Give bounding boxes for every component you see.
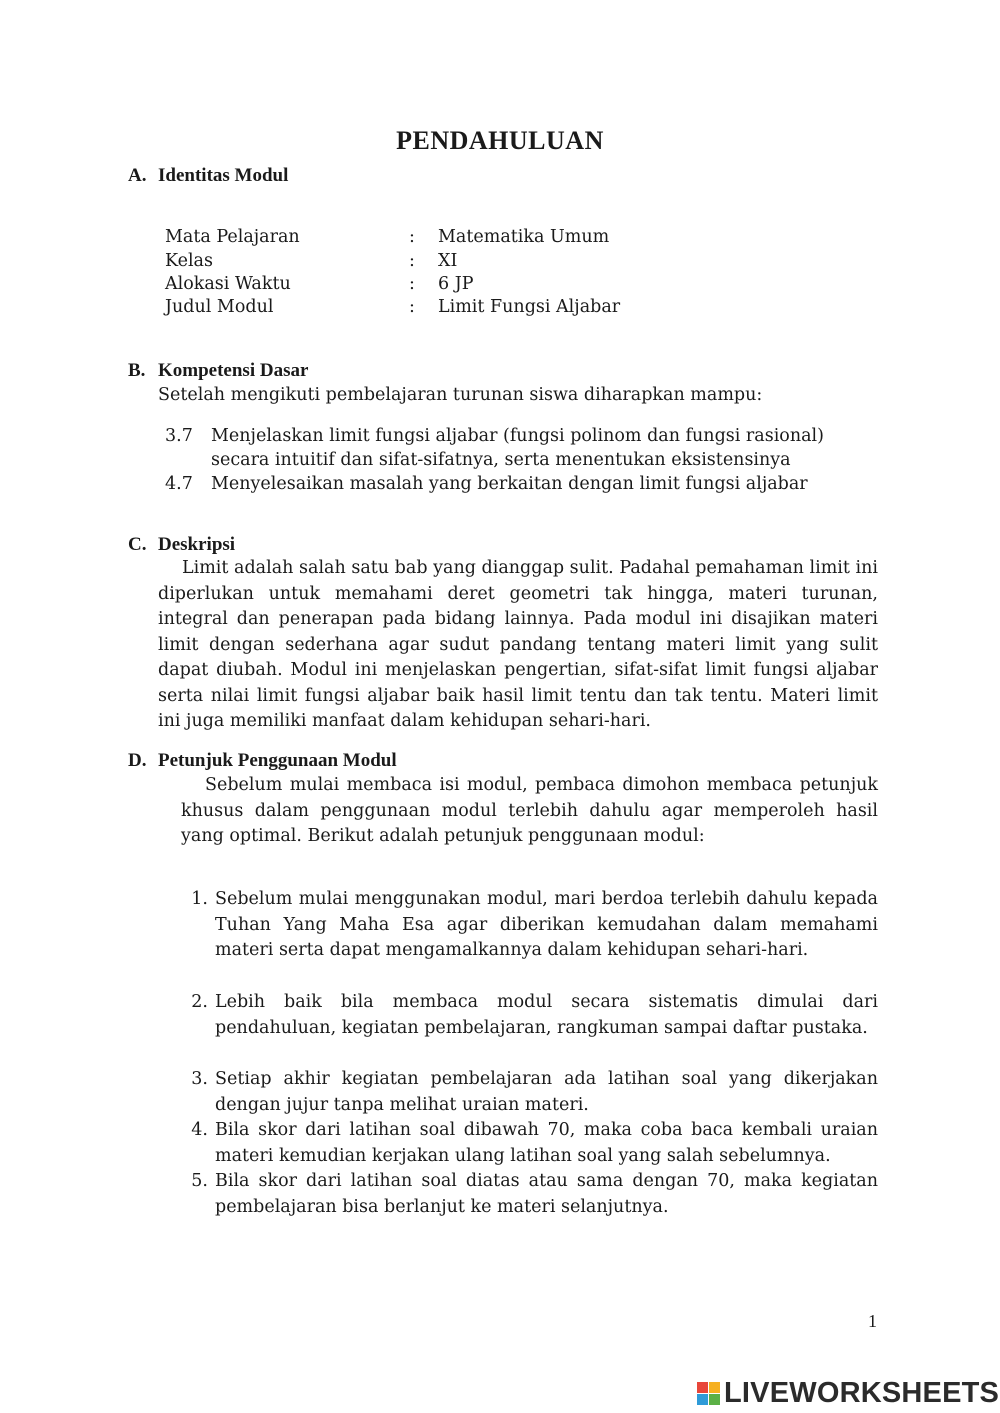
page-title: PENDAHULUAN	[396, 126, 604, 155]
list-item-number: 1.	[191, 889, 208, 909]
section-a-title: Identitas Modul	[158, 165, 289, 186]
identity-value: Matematika Umum	[438, 227, 610, 247]
liveworksheets-logo	[697, 1376, 999, 1410]
list-item-text: Setiap akhir kegiatan pembelajaran ada latihan soal yang dikerjakan dengan jujur tanpa melihat uraian materi.	[215, 1069, 878, 1115]
section-b-letter: B.	[128, 360, 146, 381]
logo-mark-cell-s2	[709, 1394, 720, 1405]
liveworksheets-logo-icon	[697, 1382, 720, 1405]
list-item-number: 4.	[191, 1120, 208, 1140]
list-item-text: Bila skor dari latihan soal dibawah 70, maka coba baca kembali uraian materi kemudian kerjakan ulang latihan soal yang salah sebelumnya.	[215, 1120, 878, 1166]
identity-value: Limit Fungsi Aljabar	[438, 297, 621, 317]
competency-item	[165, 424, 885, 474]
page-number: 1	[868, 1311, 877, 1331]
section-a-heading	[128, 165, 288, 187]
section-d-title: Petunjuk Penggunaan Modul	[158, 750, 397, 771]
identity-label: Mata Pelajaran	[165, 227, 300, 247]
logo-mark-cell-w	[709, 1382, 720, 1393]
list-item-number: 3.	[191, 1069, 208, 1089]
list-item	[180, 1067, 880, 1118]
identity-colon: :	[409, 274, 415, 294]
section-c-title: Deskripsi	[158, 534, 236, 555]
competency-number: 3.7	[165, 426, 193, 446]
identity-label: Alokasi Waktu	[165, 274, 291, 294]
logo-mark-cell-s1	[697, 1394, 708, 1405]
section-d-letter: D.	[128, 750, 147, 771]
identity-colon: :	[409, 227, 415, 247]
list-item	[180, 990, 880, 1067]
identity-colon: :	[409, 297, 415, 317]
competency-number: 4.7	[165, 474, 193, 494]
competency-text: Menjelaskan limit fungsi aljabar (fungsi polinom dan fungsi rasional) secara intuitif dan sifat-sifatnya, serta menentukan eksistensinya	[211, 426, 824, 470]
list-item-text: Bila skor dari latihan soal diatas atau sama dengan 70, maka kegiatan pembelajaran bisa berlanjut ke materi selanjutnya.	[215, 1171, 878, 1217]
description-paragraph: Limit adalah salah satu bab yang dianggap sulit. Padahal pemahaman limit ini diperlukan untuk memahami deret geometri tak hingga, materi turunan, integral dan penerapan pada bidang lainnya. Pada modul ini disajikan materi limit dengan sederhana agar sudut pandang tentang materi limit yang sulit dapat diubah. Modul ini menjelaskan pengertian, sifat-sifat limit fungsi aljabar serta nilai limit fungsi aljabar baik hasil limit tentu dan tak tentu. Materi limit ini juga memiliki manfaat dalam kehidupan sehari-hari.	[158, 558, 878, 731]
list-item	[180, 887, 880, 989]
section-b-title: Kompetensi Dasar	[158, 360, 309, 381]
section-a-letter: A.	[128, 165, 147, 186]
section-c-letter: C.	[128, 534, 147, 555]
list-item	[180, 1169, 880, 1220]
competency-item	[165, 472, 885, 498]
instructions-paragraph: Sebelum mulai membaca isi modul, pembaca dimohon membaca petunjuk khusus dalam penggunaan modul terlebih dahulu agar memperoleh hasil yang optimal. Berikut adalah petunjuk penggunaan modul:	[181, 775, 878, 846]
identity-value: 6 JP	[438, 274, 474, 294]
list-item	[180, 1118, 880, 1169]
competency-text: Menyelesaikan masalah yang berkaitan dengan limit fungsi aljabar	[211, 474, 808, 494]
competency-intro: Setelah mengikuti pembelajaran turunan siswa diharapkan mampu:	[158, 385, 763, 405]
list-item-number: 5.	[191, 1171, 208, 1191]
logo-mark-cell-l	[697, 1382, 708, 1393]
identity-label: Judul Modul	[165, 297, 274, 317]
identity-value: XI	[438, 251, 458, 271]
section-c-heading	[128, 534, 235, 556]
list-item-text: Lebih baik bila membaca modul secara sistematis dimulai dari pendahuluan, kegiatan pembelajaran, rangkuman sampai daftar pustaka.	[215, 992, 878, 1038]
liveworksheets-logo-text: LIVEWORKSHEETS	[724, 1376, 1000, 1409]
identity-label: Kelas	[165, 251, 213, 271]
list-item-number: 2.	[191, 992, 208, 1012]
section-d-heading	[128, 750, 397, 772]
identity-colon: :	[409, 251, 415, 271]
list-item-text: Sebelum mulai menggunakan modul, mari berdoa terlebih dahulu kepada Tuhan Yang Maha Esa agar diberikan kemudahan dalam memahami materi serta dapat mengamalkannya dalam kehidupan sehari-hari.	[215, 889, 878, 960]
section-b-heading	[128, 360, 308, 382]
